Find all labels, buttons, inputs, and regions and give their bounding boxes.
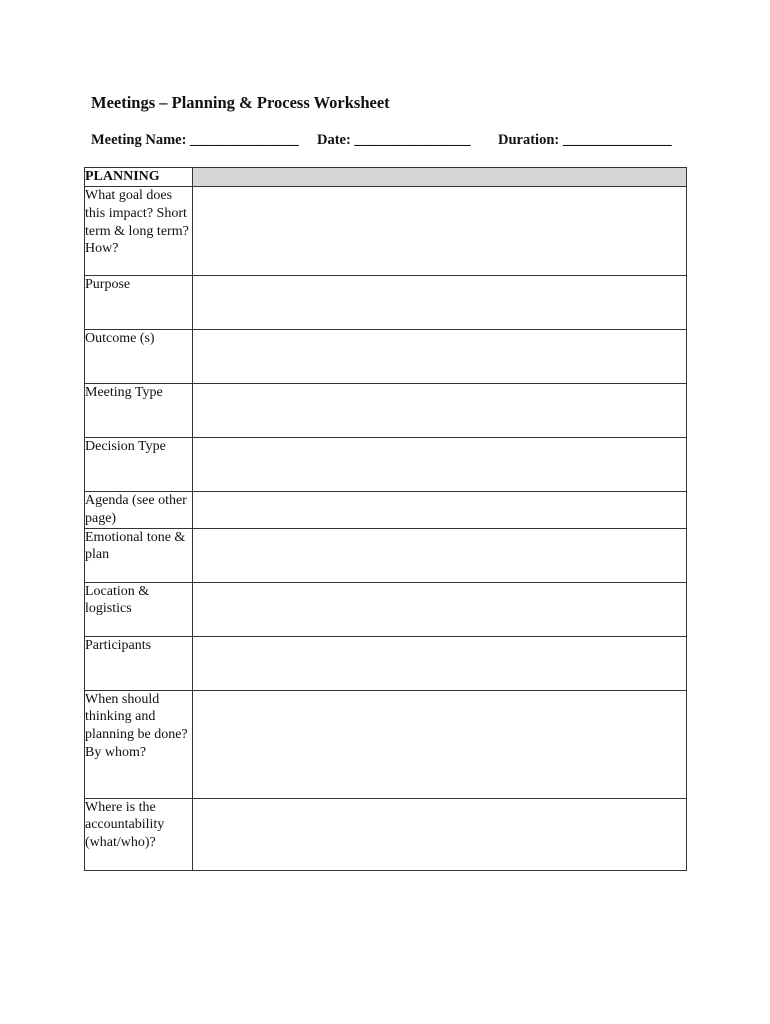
table-row <box>85 438 687 492</box>
date-field: Date: ________________ <box>317 132 471 148</box>
planning-header-label: PLANNING <box>85 168 193 187</box>
table-row <box>85 384 687 438</box>
row-label-decision-type: Decision Type <box>85 438 193 492</box>
row-label-accountability: Where is the accountability (what/who)? <box>85 798 193 870</box>
table-header-row <box>85 168 687 187</box>
table-row <box>85 330 687 384</box>
table-row <box>85 276 687 330</box>
row-value-outcome <box>193 330 687 384</box>
row-value-accountability <box>193 798 687 870</box>
table-row <box>85 492 687 529</box>
table-row <box>85 636 687 690</box>
row-value-when-planning <box>193 690 687 798</box>
row-label-agenda: Agenda (see other page) <box>85 492 193 529</box>
planning-table <box>84 167 687 871</box>
row-value-agenda <box>193 492 687 529</box>
meeting-name-field: Meeting Name: _______________ <box>91 132 299 148</box>
row-label-participants: Participants <box>85 636 193 690</box>
row-value-emotional-tone <box>193 528 687 582</box>
table-row <box>85 528 687 582</box>
row-value-participants <box>193 636 687 690</box>
row-value-goal <box>193 187 687 276</box>
row-label-meeting-type: Meeting Type <box>85 384 193 438</box>
row-label-location: Location & logistics <box>85 582 193 636</box>
duration-field: Duration: _______________ <box>498 132 672 148</box>
row-label-goal: What goal does this impact? Short term & long term? How? <box>85 187 193 276</box>
table-row <box>85 798 687 870</box>
row-label-outcome: Outcome (s) <box>85 330 193 384</box>
table-row <box>85 690 687 798</box>
row-label-purpose: Purpose <box>85 276 193 330</box>
row-value-decision-type <box>193 438 687 492</box>
row-label-emotional-tone: Emotional tone & plan <box>85 528 193 582</box>
page-title: Meetings – Planning & Process Worksheet <box>91 93 390 112</box>
table-row <box>85 187 687 276</box>
row-value-meeting-type <box>193 384 687 438</box>
row-value-purpose <box>193 276 687 330</box>
planning-header-shade <box>193 168 687 187</box>
row-value-location <box>193 582 687 636</box>
row-label-when-planning: When should thinking and planning be done? By whom? <box>85 690 193 798</box>
table-row <box>85 582 687 636</box>
